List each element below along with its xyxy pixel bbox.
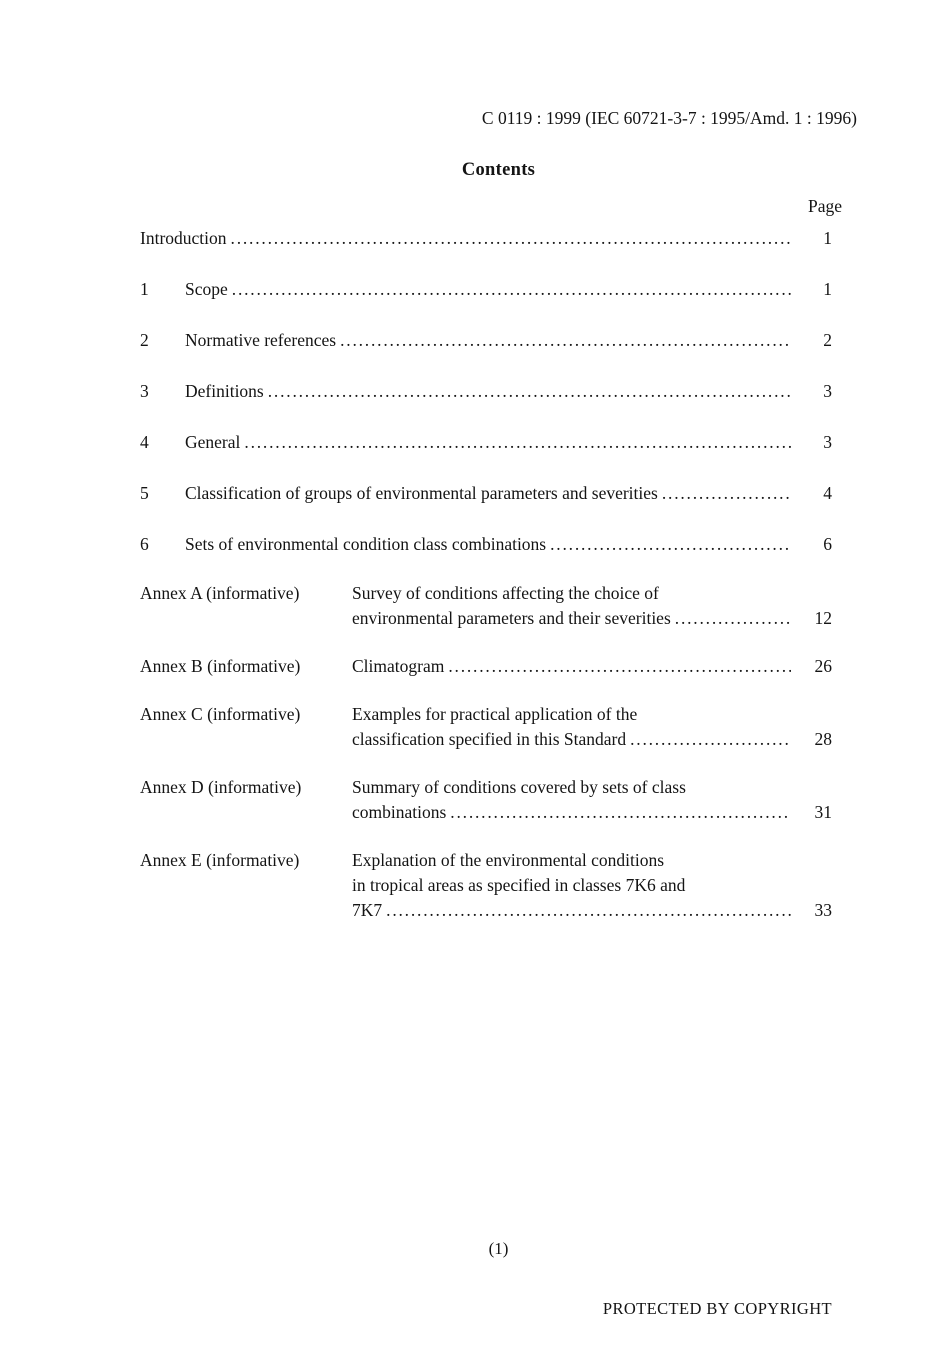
toc-entry-page: 4 (823, 483, 832, 503)
leader-dots (450, 800, 791, 825)
toc-entry-title: Sets of environmental condition class combinations (185, 534, 547, 554)
leader-dots (244, 430, 791, 455)
annex-line-text: Examples for practical application of the (352, 704, 638, 724)
document-reference: C 0119 : 1999 (IEC 60721-3-7 : 1995/Amd. 1 : 1996) (481, 108, 857, 128)
annex-line (352, 848, 832, 873)
toc-entry-page: 3 (823, 432, 832, 452)
annex-entry (140, 654, 832, 679)
annex-line (352, 898, 832, 923)
annex-description (352, 654, 832, 679)
leader-dots (232, 277, 791, 302)
page-column-label: Page (807, 196, 842, 216)
annex-line-text: combinations (352, 802, 447, 822)
leader-dots (340, 328, 791, 353)
annex-line-text: classification specified in this Standard (352, 729, 627, 749)
annex-line (352, 800, 832, 825)
contents-title: Contents (461, 160, 536, 180)
toc-entry-title: Scope (185, 279, 228, 299)
footer-page-number: (1) (488, 1239, 509, 1258)
toc-entry (140, 379, 832, 404)
toc-entry-number: 3 (140, 381, 149, 401)
annex-description (352, 702, 832, 752)
annex-line-text: Climatogram (352, 656, 445, 676)
annex-line (352, 581, 832, 606)
toc-entry (140, 481, 832, 506)
annex-line-text: Survey of conditions affecting the choice of (352, 583, 659, 603)
annex-line-text: Summary of conditions covered by sets of class (352, 777, 686, 797)
leader-dots (675, 606, 791, 631)
toc-entry (140, 430, 832, 455)
annex-label: Annex E (informative) (140, 850, 300, 870)
toc-entry-title: Classification of groups of environmental parameters and severities (185, 483, 658, 503)
leader-dots (662, 481, 791, 506)
toc-entry-page: 1 (823, 228, 832, 248)
leader-dots (386, 898, 791, 923)
annex-list (140, 581, 832, 923)
annex-line (352, 727, 832, 752)
toc-entry-number: 6 (140, 534, 149, 554)
annex-entry (140, 702, 832, 752)
annex-line-text: environmental parameters and their severities (352, 608, 671, 628)
annex-line (352, 873, 832, 898)
toc-entry-page: 3 (823, 381, 832, 401)
toc-entry-title: Introduction (140, 228, 227, 248)
toc-entry (140, 226, 832, 251)
annex-label: Annex A (informative) (140, 583, 300, 603)
annex-entry (140, 848, 832, 923)
toc-entry-title: General (185, 432, 241, 452)
toc-entry-number: 5 (140, 483, 149, 503)
annex-line (352, 775, 832, 800)
copyright-notice: PROTECTED BY COPYRIGHT (602, 1299, 832, 1318)
leader-dots (550, 532, 791, 557)
toc-entry-title: Normative references (185, 330, 337, 350)
annex-entry (140, 775, 832, 825)
leader-dots (231, 226, 791, 251)
annex-line (352, 654, 832, 679)
annex-entry-page: 12 (814, 608, 832, 628)
annex-description (352, 581, 832, 631)
annex-line-text: 7K7 (352, 900, 383, 920)
toc-entry (140, 277, 832, 302)
toc-entry-page: 1 (823, 279, 832, 299)
annex-description (352, 775, 832, 825)
toc-entry-page: 2 (823, 330, 832, 350)
annex-label: Annex B (informative) (140, 656, 301, 676)
annex-line-text: Explanation of the environmental conditions (352, 850, 665, 870)
annex-line-text: in tropical areas as specified in classes 7K6 and (352, 875, 686, 895)
toc-entry-title: Definitions (185, 381, 264, 401)
toc-entry-number: 4 (140, 432, 149, 452)
toc-entry-number: 2 (140, 330, 149, 350)
leader-dots (448, 654, 791, 679)
annex-description (352, 848, 832, 923)
annex-entry-page: 31 (814, 802, 832, 822)
toc-entry (140, 328, 832, 353)
annex-entry-page: 33 (814, 900, 832, 920)
annex-entry-page: 26 (814, 656, 832, 676)
annex-label: Annex D (informative) (140, 777, 302, 797)
toc-entry-number: 1 (140, 279, 149, 299)
toc-entry-page: 6 (823, 534, 832, 554)
page-content (140, 0, 857, 923)
leader-dots (630, 727, 791, 752)
toc-entry (140, 532, 832, 557)
annex-line (352, 702, 832, 727)
annex-entry-page: 28 (814, 729, 832, 749)
leader-dots (268, 379, 791, 404)
annex-entry (140, 581, 832, 631)
table-of-contents (140, 226, 832, 557)
annex-label: Annex C (informative) (140, 704, 301, 724)
annex-line (352, 606, 832, 631)
